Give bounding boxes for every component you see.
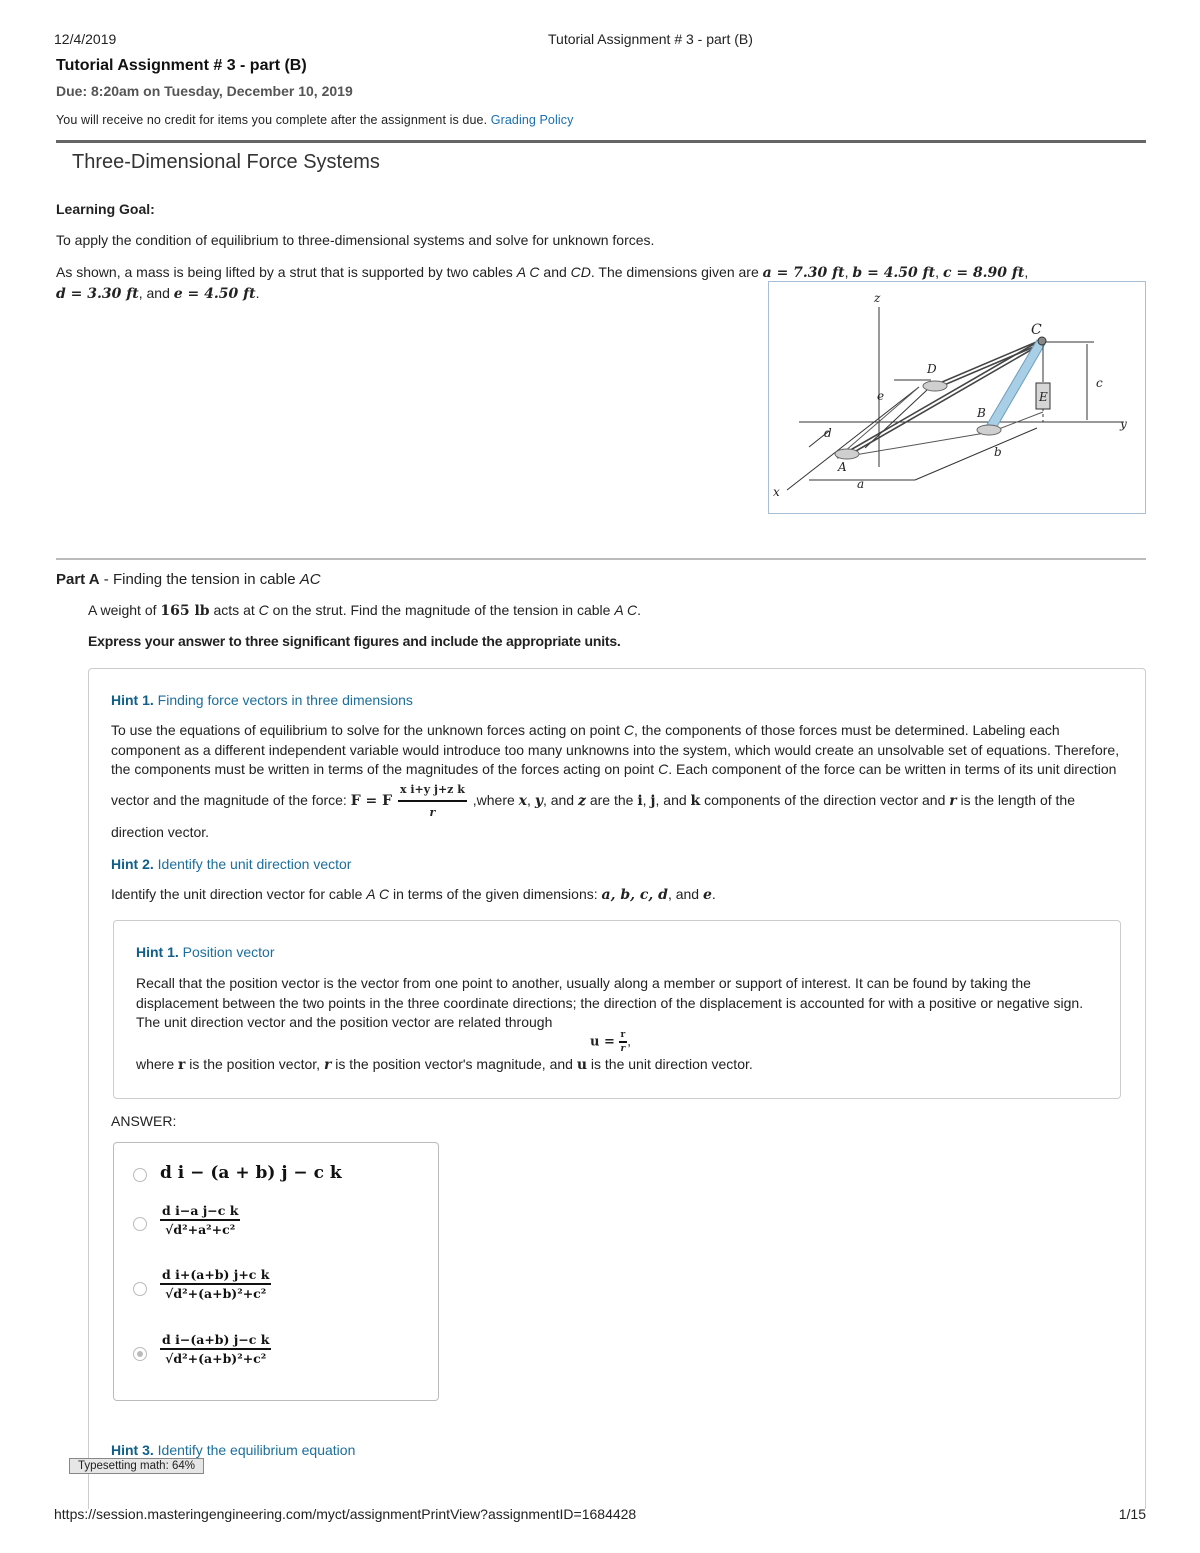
problem-intro: As shown, a mass is being lifted by a strut that is supported by two cables A C and CD. The dimensions given are a = 7.30 ft, b = 4.50 ft, c = 8.90 ft, d = 3.30 ft, and e = 4.50 ft. <box>56 264 1029 302</box>
support-d <box>923 381 947 391</box>
label-a: a <box>857 477 865 491</box>
hint-2-title[interactable]: Hint 2. Identify the unit direction vector <box>111 856 352 872</box>
part-a-question: A weight of 165 lb acts at C on the strut. Find the magnitude of the tension in cable A C. <box>88 602 642 619</box>
label-C: C <box>1031 322 1042 338</box>
part-a-label: Part A <box>56 571 100 588</box>
dim-c: c = 8.90 ft <box>942 265 1025 281</box>
print-header <box>54 31 1146 51</box>
due-date: Due: 8:20am on Tuesday, December 10, 2019 <box>56 83 353 99</box>
dim-b: b = 4.50 ft <box>852 265 936 281</box>
label-B: B <box>977 406 986 420</box>
divider <box>56 140 1146 143</box>
inner-hint-where: where r is the position vector, r is the position vector's magnitude, and u is the unit direction vector. <box>136 1056 753 1073</box>
label-x: x <box>773 485 780 499</box>
divider <box>56 558 1146 560</box>
x-axis <box>787 387 919 490</box>
learning-goal-label: Learning Goal: <box>56 201 155 217</box>
label-d: d <box>824 426 832 440</box>
label-z: z <box>874 291 881 305</box>
page-title: Tutorial Assignment # 3 - part (B) <box>56 57 307 74</box>
support-a <box>835 449 859 459</box>
label-A: A <box>838 460 847 474</box>
print-title: Tutorial Assignment # 3 - part (B) <box>548 31 753 47</box>
label-E: E <box>1039 390 1048 404</box>
option-4-radio[interactable] <box>133 1347 147 1361</box>
late-notice-text: You will receive no credit for items you complete after the assignment is due. <box>56 113 488 127</box>
hint-1-title[interactable]: Hint 1. Finding force vectors in three dimensions <box>111 692 413 708</box>
option-4-text: $\frac{\text{d i−(a+b) j−c k}}{\text{√d²+(a+b)²+c²}}$ <box>162 1332 270 1366</box>
option-1-radio[interactable] <box>133 1168 147 1182</box>
strut-figure <box>768 281 1146 514</box>
dim-a: a = 7.30 ft <box>762 265 845 281</box>
label-D: D <box>927 362 937 376</box>
answer-instructions: Express your answer to three significant figures and include the appropriate units. <box>88 633 621 649</box>
late-notice <box>56 113 573 127</box>
label-b: b <box>994 445 1002 459</box>
label-y: y <box>1120 417 1127 431</box>
support-b <box>977 425 1001 435</box>
joint-c <box>1038 337 1046 345</box>
option-3-radio[interactable] <box>133 1282 147 1296</box>
answer-label: ANSWER: <box>111 1113 177 1129</box>
hint-3-title[interactable]: Hint 3. Identify the equilibrium equation <box>111 1442 356 1458</box>
part-a-title: Part A - Finding the tension in cable AC <box>56 571 321 588</box>
option-3-text: $\frac{\text{d i+(a+b) j+c k}}{\text{√d²+(a+b)²+c²}}$ <box>162 1267 270 1301</box>
option-2-text: $\frac{\text{d i−a j−c k}}{\text{√d²+a²+c²}}$ <box>162 1203 239 1237</box>
print-date: 12/4/2019 <box>54 31 117 47</box>
weight-value: 165 lb <box>160 603 210 619</box>
grading-policy-link[interactable]: Grading Policy <box>490 113 574 127</box>
dim-e: e = 4.50 ft <box>173 286 256 302</box>
inner-hint-title[interactable]: Hint 1. Position vector <box>136 944 275 960</box>
label-e: e <box>877 389 885 403</box>
problem-title: Three-Dimensional Force Systems <box>72 151 380 173</box>
option-2-radio[interactable] <box>133 1217 147 1231</box>
unit-vector-equation: u = $\frac{r}{r}$ , <box>590 1030 631 1054</box>
answer-choices <box>113 1142 439 1401</box>
page-number: 1/15 <box>1118 1506 1146 1522</box>
inner-hint-text: Recall that the position vector is the vector from one point to another, usually along a member or support of interest. It can be found by taking the displacement between the two points in the three coordinate directions; the direction of the displacement is accounted for with a positive or negative sign. The unit direction vector and the position vector are related through <box>136 975 1084 1030</box>
typesetting-status: Typesetting math: 64% <box>69 1458 204 1474</box>
footer-url: https://session.masteringengineering.com/myct/assignmentPrintView?assignmentID=1684428 <box>54 1506 637 1522</box>
dim-d: d = 3.30 ft <box>56 286 139 302</box>
learning-goal-text: To apply the condition of equilibrium to three-dimensional systems and solve for unknown forces. <box>56 232 655 248</box>
label-c: c <box>1096 376 1103 390</box>
hint-1-text: To use the equations of equilibrium to solve for the unknown forces acting on point C, the components of those forces must be determined. Labeling each component as a different independent variable would introduce too many unknowns into the system, which would create an unsolvable set of equations. Therefore, the components must be written in terms of the magnitudes of the forces acting on point C. Each component of the force can be written in terms of its unit direction vector and the magnitude of the force: F = F $\frac{\text{x i+y j+z k}}{r}$ ,where x, y, and z are the i, j, and k components of the direction vector and r is the length of the direction vector. <box>111 722 1120 840</box>
option-1-text: d i − (a + b) j − c k <box>160 1163 342 1183</box>
strut-diagram <box>769 282 1145 513</box>
hint-2-text: Identify the unit direction vector for cable A C in terms of the given dimensions: a, b, c, d, and e. <box>111 886 716 903</box>
